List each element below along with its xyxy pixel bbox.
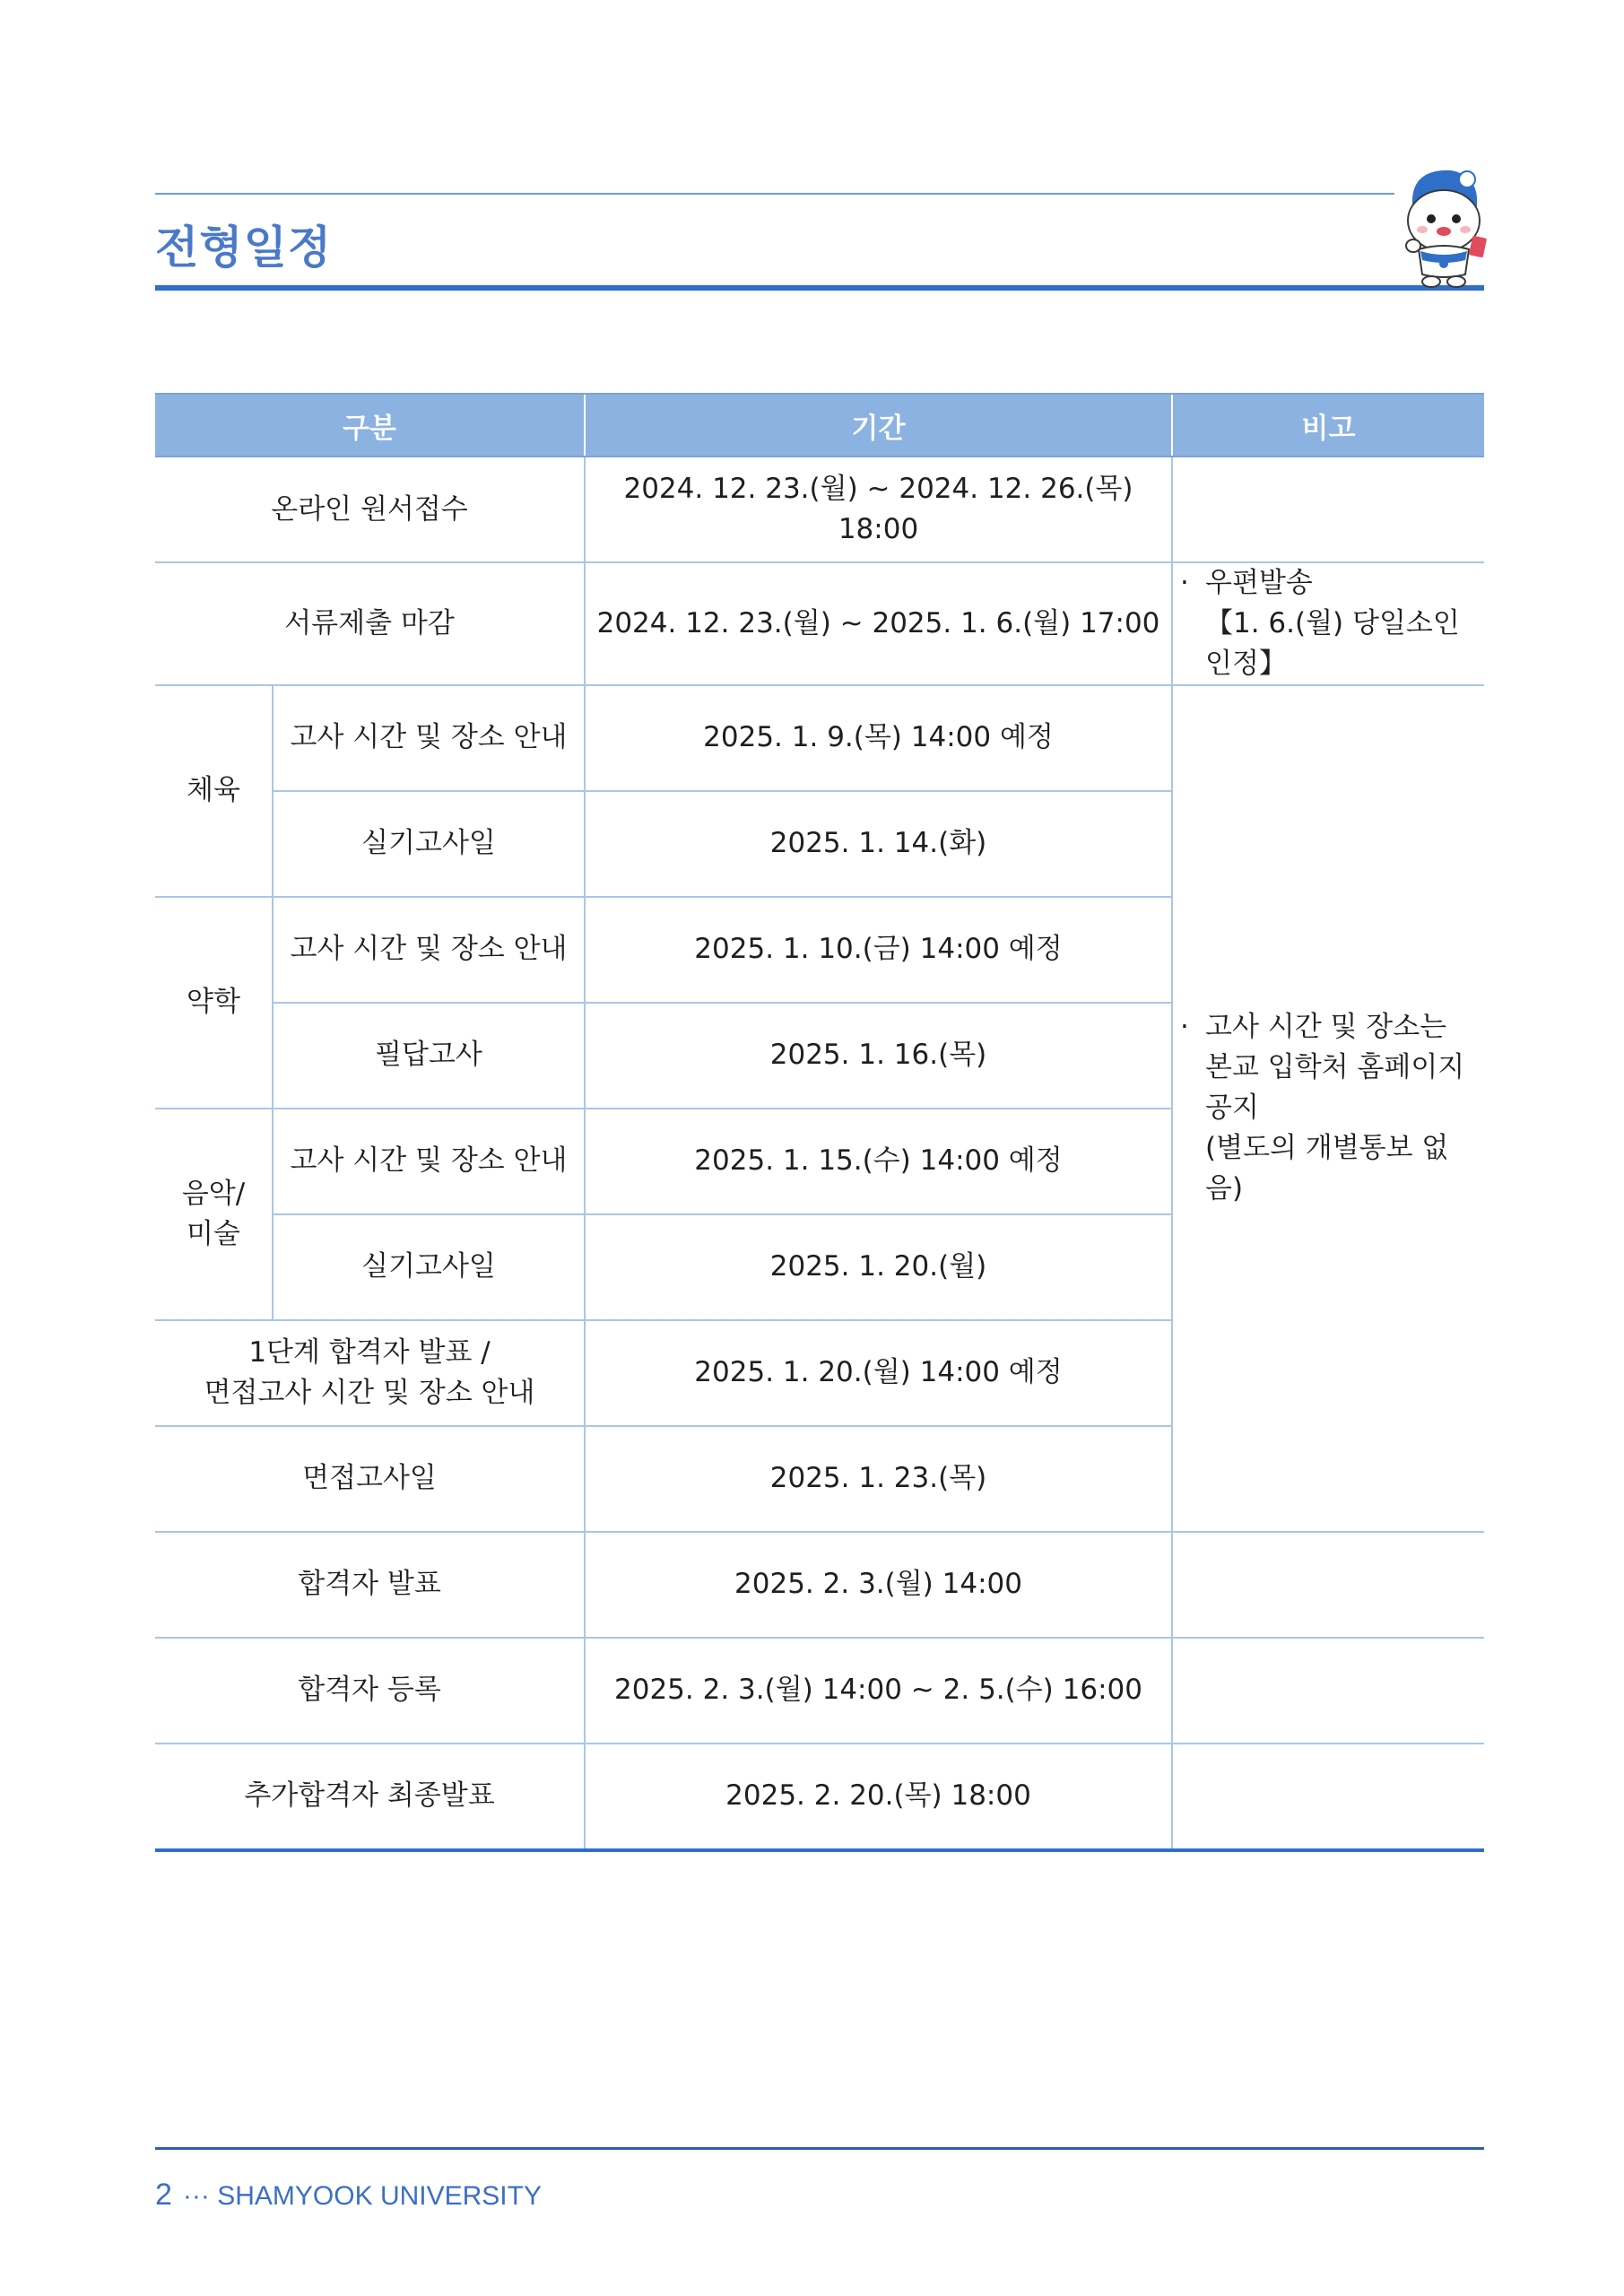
bullet: ·: [1180, 567, 1189, 599]
group-line: 음악/: [181, 1177, 246, 1210]
subcategory-cell: 필답고사: [273, 1003, 585, 1109]
remark-cell: [1172, 1744, 1484, 1850]
category-cell: [155, 1320, 585, 1426]
period-cell: 2025. 1. 15.(수) 14:00 예정: [585, 1109, 1172, 1214]
table-row: [155, 457, 1484, 562]
table-row: [155, 1744, 1484, 1850]
university-mascot-icon: [1388, 160, 1491, 290]
subcategory-cell: 고사 시간 및 장소 안내: [273, 897, 585, 1003]
period-cell: 2025. 1. 14.(화): [585, 791, 1172, 897]
remark-cell: [1172, 1532, 1484, 1638]
remark-cell: [1172, 1638, 1484, 1744]
remark-line: (별도의 개별통보 없음): [1205, 1132, 1449, 1205]
university-name: SHAMYOOK UNIVERSITY: [217, 2181, 542, 2211]
title-top-rule: [155, 193, 1394, 195]
category-cell: 서류제출 마감: [155, 562, 585, 685]
category-cell: 합격자 등록: [155, 1638, 585, 1744]
category-line: 1단계 합격자 발표 /: [248, 1335, 491, 1369]
category-cell: 합격자 발표: [155, 1532, 585, 1638]
table-row: [155, 685, 1484, 791]
remark-cell: [1172, 457, 1484, 562]
table-row: [155, 562, 1484, 685]
group-cell-pharmacy: 약학: [155, 897, 273, 1109]
period-cell: 2025. 1. 20.(월): [585, 1214, 1172, 1320]
remark-line: [1180, 563, 1479, 604]
remark-text: 고사 시간 및 장소는: [1205, 1011, 1447, 1044]
page-footer: [155, 2178, 542, 2213]
title-underline-bar: [155, 285, 1484, 291]
group-cell-sports: 체육: [155, 685, 273, 897]
remark-line: 공지: [1205, 1091, 1259, 1125]
subcategory-cell: 고사 시간 및 장소 안내: [273, 685, 585, 791]
category-cell: 면접고사일: [155, 1426, 585, 1532]
header-period: 기간: [585, 394, 1172, 457]
period-cell: 2025. 1. 16.(목): [585, 1003, 1172, 1109]
remark-text: 우편발송: [1205, 567, 1313, 599]
table-header-row: [155, 394, 1484, 457]
footer-separator: ···: [182, 2181, 210, 2211]
remark-exam: [1172, 685, 1484, 1532]
page-number: 2: [155, 2178, 172, 2212]
period-cell: 2025. 1. 23.(목): [585, 1426, 1172, 1532]
footer-rule: [155, 2147, 1484, 2150]
schedule-table: [155, 393, 1484, 1852]
period-cell: 2025. 1. 9.(목) 14:00 예정: [585, 685, 1172, 791]
period-cell: 2025. 2. 3.(월) 14:00: [585, 1532, 1172, 1638]
period-cell: 2024. 12. 23.(월) ~ 2025. 1. 6.(월) 17:00: [585, 562, 1172, 685]
subcategory-cell: 고사 시간 및 장소 안내: [273, 1109, 585, 1214]
page-title: 전형일정: [155, 222, 333, 274]
remark-line: [1180, 1007, 1479, 1048]
remark-line: 본교 입학처 홈페이지: [1205, 1051, 1465, 1084]
header-category: 구분: [155, 394, 585, 457]
group-cell-music-art: [155, 1109, 273, 1320]
period-cell: 2025. 1. 10.(금) 14:00 예정: [585, 897, 1172, 1003]
table-row: [155, 1532, 1484, 1638]
subcategory-cell: 실기고사일: [273, 791, 585, 897]
remark-line: 【1. 6.(월) 당일소인 인정】: [1205, 606, 1460, 680]
category-line: 면접고사 시간 및 장소 안내: [204, 1376, 535, 1409]
bullet: ·: [1180, 1011, 1189, 1044]
category-cell: 추가합격자 최종발표: [155, 1744, 585, 1850]
header-remarks: 비고: [1172, 394, 1484, 457]
remark-mail: [1172, 562, 1484, 685]
table-row: [155, 1638, 1484, 1744]
category-cell: 온라인 원서접수: [155, 457, 585, 562]
period-cell: 2024. 12. 23.(월) ~ 2024. 12. 26.(목) 18:00: [585, 457, 1172, 562]
period-cell: 2025. 2. 3.(월) 14:00 ~ 2. 5.(수) 16:00: [585, 1638, 1172, 1744]
period-cell: 2025. 2. 20.(목) 18:00: [585, 1744, 1172, 1850]
period-cell: 2025. 1. 20.(월) 14:00 예정: [585, 1320, 1172, 1426]
group-line: 미술: [187, 1217, 240, 1250]
subcategory-cell: 실기고사일: [273, 1214, 585, 1320]
